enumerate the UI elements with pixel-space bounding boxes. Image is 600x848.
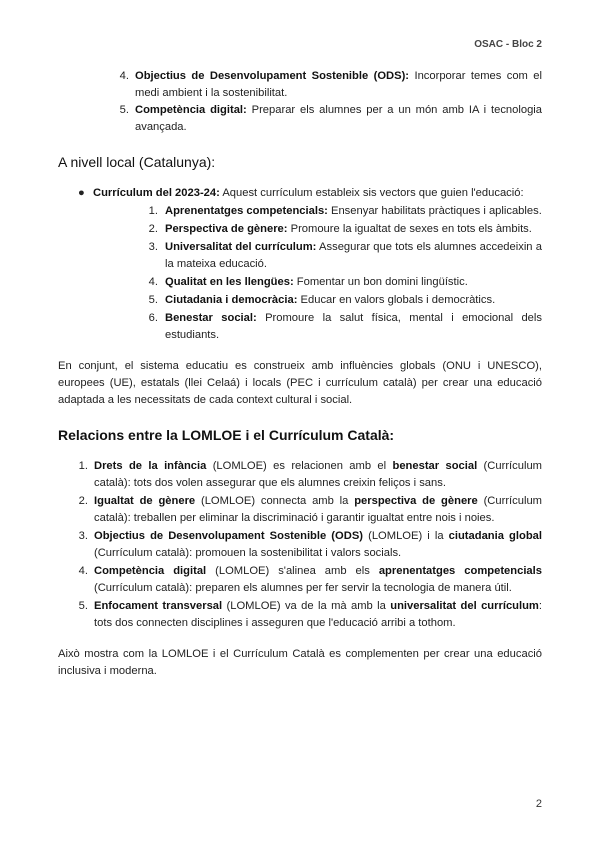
term-bold: aprenentatges competencials — [378, 565, 542, 577]
list-item — [58, 68, 542, 102]
term-text: (LOMLOE) connecta amb la — [195, 495, 355, 507]
list-number: 4. — [148, 276, 158, 288]
paragraph-conclusion: Això mostra com la LOMLOE i el Currículum Català es complementen per crear una educació inclusiva i moderna. — [58, 648, 542, 677]
list-number: 3. — [78, 530, 88, 542]
list-number: 4. — [78, 565, 88, 577]
list-item-text: Assegurar que tots els alumnes accedeixin a la mateixa educació. — [165, 241, 543, 270]
term-text: (LOMLOE) va de la mà amb la — [222, 600, 391, 612]
page-number: 2 — [535, 798, 542, 810]
list-item-text: Ensenyar habilitats pràctiques i aplicables. — [327, 205, 542, 217]
list-number: 2. — [78, 495, 88, 507]
list-item-bold: Perspectiva de gènere: — [165, 223, 288, 235]
list-item-text: Incorporar temes com el medi ambient i la sostenibilitat. — [135, 70, 542, 99]
bullet-icon: ● — [78, 187, 85, 199]
list-item — [58, 598, 542, 632]
list-item-bold: Benestar social: — [165, 312, 257, 324]
list-number: 1. — [78, 460, 88, 472]
list-item — [93, 221, 542, 238]
list-item — [93, 274, 542, 291]
term-text: (LOMLOE) i la — [363, 530, 449, 542]
list-item-bold: Ciutadania i democràcia: — [165, 294, 298, 306]
list-number: 2. — [148, 223, 158, 235]
term-text: (Currículum català): promouen la sostenibilitat i valors socials. — [94, 547, 402, 559]
relations-list — [58, 458, 542, 632]
list-number: 5. — [148, 294, 158, 306]
list-item-text: Promoure la salut física, mental i emocional dels estudiants. — [165, 312, 542, 341]
top-numbered-list — [58, 68, 542, 136]
term-bold: Enfocament transversal — [94, 600, 223, 612]
list-item — [93, 203, 542, 220]
page-content — [58, 68, 542, 680]
list-item-text: Educar en valors globals i democràtics. — [297, 294, 496, 306]
list-number: 6. — [148, 312, 158, 324]
bullet-bold: Currículum del 2023-24: — [93, 187, 220, 199]
list-item — [58, 528, 542, 562]
term-bold: Drets de la infància — [94, 460, 207, 472]
list-item — [93, 292, 542, 309]
list-item — [58, 493, 542, 527]
section-heading-local: A nivell local (Catalunya): — [58, 154, 216, 170]
term-text: (LOMLOE) es relacionen amb el — [206, 460, 393, 472]
paragraph-summary: En conjunt, el sistema educatiu es construeix amb influències globals (ONU i UNESCO), europees (UE), estatals (llei Celaá) i locals (PEC i currículum català) per crear una educació adaptada a les necessitats de cada context cultural i social. — [58, 360, 542, 406]
term-text: (Currículum català): tots dos volen assegurar que els alumnes creixin feliços i sans. — [94, 460, 542, 489]
list-item-bold: Universalitat del currículum: — [165, 241, 317, 253]
bullet-item — [58, 185, 542, 344]
vectors-list — [93, 203, 542, 344]
list-item — [93, 310, 542, 344]
term-text: : tots dos connecten disciplines i asseguren que l'educació arribi a tothom. — [94, 600, 542, 629]
list-item-bold: Aprenentatges competencials: — [165, 205, 328, 217]
list-item — [58, 458, 542, 492]
term-bold: benestar social — [392, 460, 478, 472]
list-number: 1. — [148, 205, 158, 217]
term-bold: ciutadania global — [448, 530, 542, 542]
list-item-bold: Qualitat en les llengües: — [165, 276, 294, 288]
list-item-text: Fomentar un bon domini lingüístic. — [293, 276, 468, 288]
term-text: (Currículum català): treballen per eliminar la discriminació i garantir igualtat entre nois i noies. — [94, 495, 542, 524]
list-item-bold: Competència digital: — [135, 104, 247, 116]
term-bold: universalitat del currículum — [390, 600, 539, 612]
term-bold: Igualtat de gènere — [94, 495, 196, 507]
term-bold: Competència digital — [94, 565, 207, 577]
bullet-list — [58, 185, 542, 344]
list-item-text: Promoure la igualtat de sexes en tots els àmbits. — [287, 223, 532, 235]
list-number: 5. — [119, 104, 129, 116]
term-bold: perspectiva de gènere — [354, 495, 478, 507]
page-header: OSAC - Bloc 2 — [474, 39, 542, 50]
list-item — [58, 563, 542, 597]
term-text: (Currículum català): preparen els alumnes per fer servir la tecnologia de manera útil. — [94, 582, 512, 594]
list-item — [93, 239, 542, 273]
section-heading-relations: Relacions entre la LOMLOE i el Currículum Català: — [58, 427, 395, 443]
list-item-text: Preparar els alumnes per a un món amb IA i tecnologia avançada. — [135, 104, 542, 133]
term-bold: Objectius de Desenvolupament Sostenible (ODS) — [94, 530, 364, 542]
list-item-bold: Objectius de Desenvolupament Sostenible (ODS): — [135, 70, 410, 82]
list-number: 4. — [119, 70, 129, 82]
list-number: 3. — [148, 241, 158, 253]
list-number: 5. — [78, 600, 88, 612]
list-item — [58, 102, 542, 136]
bullet-text: Aquest currículum estableix sis vectors que guien l'educació: — [219, 187, 524, 199]
term-text: (LOMLOE) s'alinea amb els — [206, 565, 379, 577]
